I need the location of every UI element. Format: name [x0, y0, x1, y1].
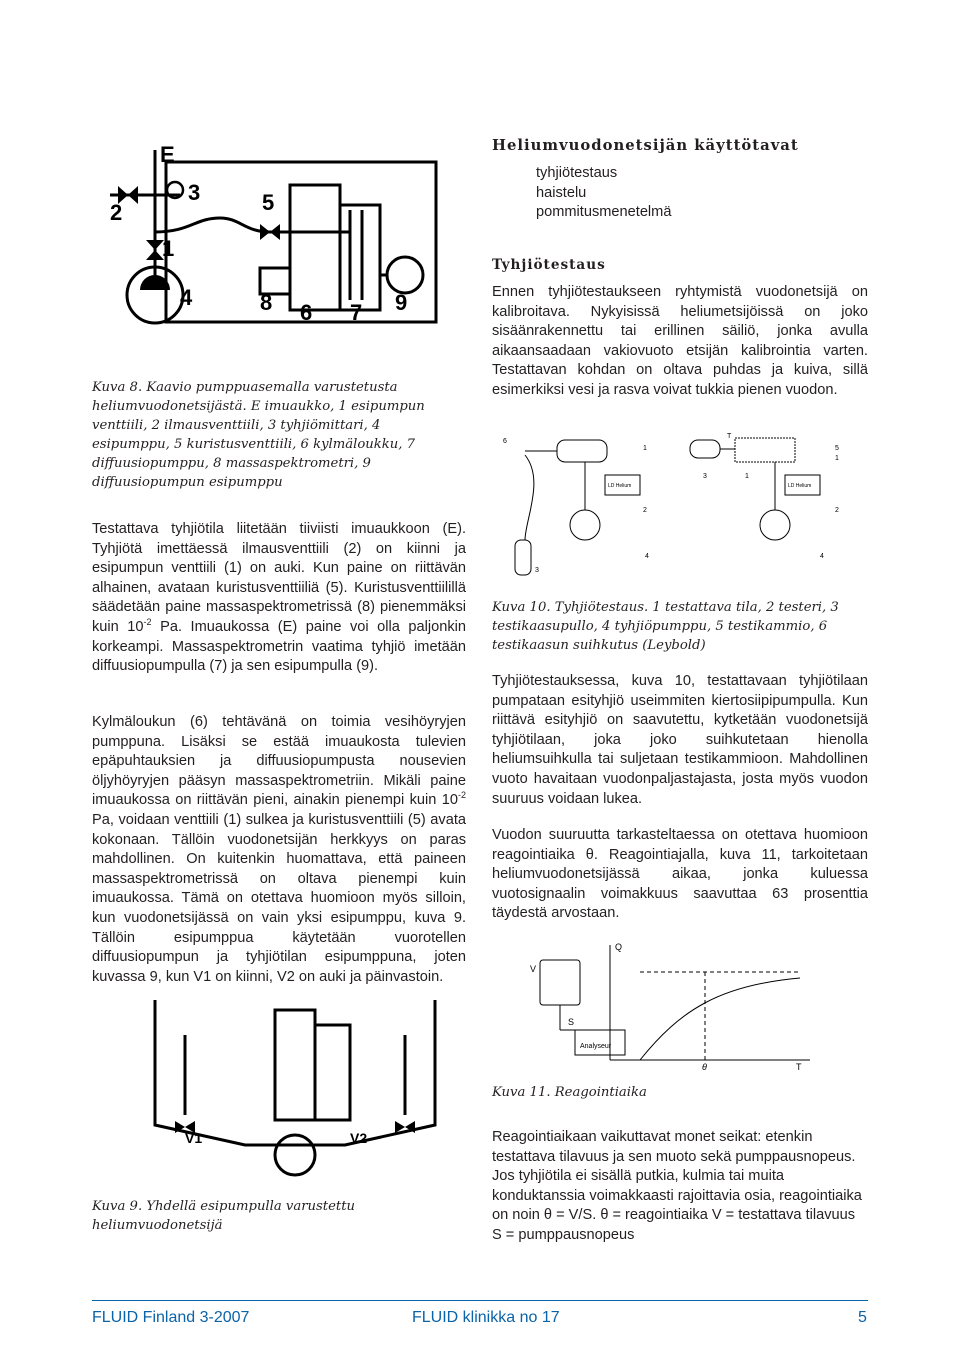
fig10-label-4b: 4 — [820, 553, 824, 560]
method-item: haistelu — [536, 184, 587, 201]
right-paragraph-3: Reagointiaikaan vaikuttavat monet seikat: etenkin testattava tilavuus ja sen muoto sekä pumppausnopeus. Jos tyhjiötila ei sisällä putkia, kulmia tai muita konduktanssia voimakkaasti rajoittavia osia, reagointiaika on noin θ = V/S. θ = reagointiaika V = testattava tilavuus S = pumppausnopeus — [492, 1129, 862, 1243]
fig8-label-9: 9 — [395, 290, 408, 315]
section-title: Heliumvuodonetsijän käyttötavat — [492, 137, 799, 154]
methods-list — [536, 164, 836, 223]
fig8-label-3: 3 — [188, 180, 201, 205]
fig8-label-7: 7 — [350, 300, 363, 325]
fig11-label-theta: θ — [702, 1062, 707, 1070]
fig8-label-4: 4 — [180, 285, 193, 310]
fig10-label-2a: 2 — [643, 507, 647, 514]
figure-9-caption: Kuva 9. Yhdellä esipumpulla varustettu heliumvuodonetsijä — [92, 1199, 355, 1233]
fig10-label-4a: 4 — [645, 553, 649, 560]
left-p1-text-b: Pa. Imuaukossa (E) paine voi olla paljonkin korkeampi. Massaspektrometrin vaatima tyhjiö imetään diffuusiopumpulla (7) ja sen esipumpulla (9). — [92, 618, 466, 675]
fig10-label-3a: 3 — [535, 567, 539, 574]
left-paragraph-1 — [92, 520, 466, 677]
figure-11-diagram — [520, 940, 820, 1070]
fig10-label-t: T — [727, 433, 732, 440]
fig8-label-2: 2 — [110, 200, 123, 225]
tyhjiotestaus-paragraph: Ennen tyhjiötestaukseen ryhtymistä vuodonetsijä on kalibroitava. Nykyisissä heliumetsijöissä on joko sisäänrakennettu tai erillinen säiliö, jonka avulla aikaansaadaan vakiovuoto etsijän kalibrointia varten. Testattavan kohdan on oltava puhdas ja kuiva, sillä esimerkiksi vesi ja rasva voivat tukkia pienen vuodon. — [492, 284, 868, 398]
left-p2-exponent: -2 — [457, 790, 466, 801]
method-item: pommitusmenetelmä — [536, 204, 672, 221]
fig8-label-5: 5 — [262, 190, 275, 215]
left-p2-text-a: Kylmäloukun (6) tehtävänä on toimia vesihöyryjen pumppuna. Lisäksi se estää imuaukosta tulevien epäpuhtauksien ja diffuusiopumpusta nousevien öljyhöyryjen pääsyn massaspektrometriin. Mikäli paine imuaukossa on riittävän pieni, ainakin pienempi kuin 10 — [92, 714, 466, 809]
figure-9-diagram — [145, 995, 450, 1180]
page-number: 5 — [858, 1309, 867, 1326]
fig10-label-2b: 2 — [835, 507, 839, 514]
fig10-label-1a: 1 — [643, 445, 647, 452]
fig10-device-label-b: LD Helium — [788, 483, 812, 489]
left-paragraph-2 — [92, 713, 466, 987]
method-item: tyhjiötestaus — [536, 165, 618, 181]
footer-rule — [92, 1300, 868, 1301]
fig11-response-curve — [640, 978, 800, 1060]
left-p1-text-a: Testattava tyhjiötila liitetään tiiviisti imuaukkoon (E). Tyhjiötä imettäessä ilmausventtiili (2) on kiinni ja esipumpun venttiili (1) on auki. Kun paine on riittävän alhainen, avataan kuristusventtiiliä (5). Kuristusventtiilillä säädetään paine massaspektrometrissä (8) pienemmäksi kuin 10 — [92, 521, 466, 635]
tyhjiotestaus-heading: Tyhjiötestaus — [492, 257, 606, 273]
fig11-label-t: T — [796, 1062, 802, 1070]
fig11-device-label: Analyseur — [580, 1043, 612, 1050]
left-p2-text-b: Pa, voidaan venttiili (1) sulkea ja kuristusventtiili (5) avata kokonaan. Tällöin vuodonetsijän herkkyys on paras mahdollinen. On kuitenkin huomattava, että paineen massaspektrometrissä on oltava pienempi kuin imuaukossa. Tämä on otettava huomioon myös silloin, kun vuodonetsijässä on vain yksi esipumppu, kuva 9. Tällöin esipumppua käytetään vuorotellen diffuusiopumpun ja tyhjiötilan esipumppuna, joten kuvassa 9, kun V1 on kiinni, V2 on auki ja päinvastoin. — [92, 811, 466, 985]
figure-11-caption: Kuva 11. Reagointiaika — [492, 1085, 647, 1100]
fig8-label-e: E — [160, 142, 175, 167]
fig11-label-s: S — [568, 1017, 575, 1027]
fig11-label-q: Q — [615, 942, 623, 952]
figure-10-diagram — [495, 430, 865, 580]
figure-8-diagram — [100, 140, 450, 340]
footer-section: FLUID klinikka no 17 — [412, 1309, 560, 1326]
fig10-label-3b: 3 — [703, 473, 707, 480]
right-paragraph-2: Vuodon suuruutta tarkasteltaessa on otettava huomioon reagointiaika θ. Reagointiajalla, kuva 11, tarkoitetaan heliumvuodonetsijässä aikaa, jonka kuluessa vuotosignaalin voimakkuus saavuttaa 63 prosenttia täydestä arvostaan. — [492, 827, 868, 922]
fig9-label-v2: V2 — [350, 1130, 368, 1146]
fig8-label-8: 8 — [260, 290, 273, 315]
fig10-label-5: 5 — [835, 445, 839, 452]
fig9-label-v1: V1 — [185, 1130, 203, 1146]
figure-10-caption: Kuva 10. Tyhjiötestaus. 1 testattava tila, 2 testeri, 3 testikaasupullo, 4 tyhjiöpumppu, 5 testikammio, 6 testikaasun suihkutus (Leybold) — [492, 600, 839, 653]
footer-magazine: FLUID Finland 3-2007 — [92, 1309, 250, 1326]
fig10-device-label-a: LD Helium — [608, 483, 632, 489]
fig11-label-v: V — [530, 964, 537, 974]
fig10-label-1b: 1 — [745, 473, 749, 480]
left-p1-exponent: -2 — [143, 616, 152, 627]
fig10-label-6: 6 — [503, 438, 507, 445]
fig10-label-1c: 1 — [835, 455, 839, 462]
fig8-label-6: 6 — [300, 300, 313, 325]
fig8-label-1: 1 — [162, 236, 175, 261]
right-paragraph-1: Tyhjiötestauksessa, kuva 10, testattavaan tyhjiötilaan pumpataan esityhjiö useimmiten kiertosiipipumpulla. Kun riittävä esityhjiö on saavutettu, kytketään vuodonetsijä tyhjiötilaan, joka joko suihkutetaan hienolla heliumsuihkulla tai suljetaan testikammioon. Mahdollinen vuoto havaitaan vuodonpaljastajasta, josta myös vuodon suuruus voidaan lukea. — [492, 673, 868, 807]
figure-8-caption: Kuva 8. Kaavio pumppuasemalla varustetusta heliumvuodonetsijästä. E imuaukko, 1 esipumpun venttiili, 2 ilmausventtiili, 3 tyhjiömittari, 4 esipumppu, 5 kuristusventtiili, 6 kylmäloukku, 7 diffuusiopumppu, 8 massaspektrometri, 9 diffuusiopumpun esipumppu — [92, 380, 425, 490]
